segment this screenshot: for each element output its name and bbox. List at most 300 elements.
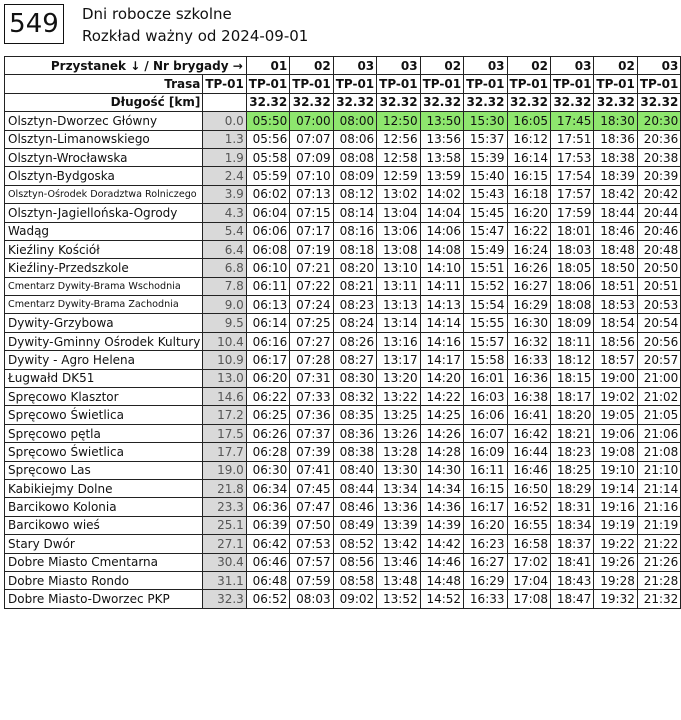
departure-time: 18:51	[594, 277, 637, 295]
departure-time: 07:00	[290, 112, 333, 130]
departure-time: 19:32	[594, 590, 637, 608]
stop-km: 1.3	[203, 130, 246, 148]
departure-time: 21:28	[637, 571, 680, 589]
brigade-number: 01	[246, 57, 289, 75]
departure-time: 13:39	[377, 516, 420, 534]
departure-time: 15:39	[464, 148, 507, 166]
departure-time: 08:16	[333, 222, 376, 240]
stop-name: Olsztyn-Jagiellońska-Ogrody	[5, 204, 203, 222]
departure-time: 16:23	[464, 535, 507, 553]
departure-time: 12:56	[377, 130, 420, 148]
departure-time: 19:28	[594, 571, 637, 589]
departure-time: 19:16	[594, 498, 637, 516]
departure-time: 07:33	[290, 388, 333, 406]
departure-time: 16:12	[507, 130, 550, 148]
departure-time: 13:13	[377, 296, 420, 314]
stop-name: Spręcowo Świetlica	[5, 443, 203, 461]
stop-name: Olsztyn-Wrocławska	[5, 148, 203, 166]
stop-km: 30.4	[203, 553, 246, 571]
departure-time: 15:54	[464, 296, 507, 314]
departure-time: 18:38	[594, 148, 637, 166]
departure-time: 18:43	[550, 571, 593, 589]
departure-time: 15:55	[464, 314, 507, 332]
stop-name: Cmentarz Dywity-Brama Zachodnia	[5, 296, 203, 314]
departure-time: 08:40	[333, 461, 376, 479]
stop-name: Wadąg	[5, 222, 203, 240]
departure-time: 14:11	[420, 277, 463, 295]
departure-time: 14:16	[420, 332, 463, 350]
table-row	[5, 314, 681, 332]
departure-time: 14:26	[420, 424, 463, 442]
departure-time: 07:45	[290, 479, 333, 497]
stop-km: 17.7	[203, 443, 246, 461]
stop-km: 6.4	[203, 240, 246, 258]
table-row	[5, 148, 681, 166]
departure-time: 07:50	[290, 516, 333, 534]
stop-km: 21.8	[203, 479, 246, 497]
table-row	[5, 553, 681, 571]
departure-time: 16:33	[464, 590, 507, 608]
departure-time: 16:05	[507, 112, 550, 130]
trasa-label: Trasa	[5, 75, 203, 93]
departure-time: 19:26	[594, 553, 637, 571]
departure-time: 20:30	[637, 112, 680, 130]
departure-time: 16:38	[507, 388, 550, 406]
departure-time: 07:27	[290, 332, 333, 350]
departure-time: 18:34	[550, 516, 593, 534]
departure-time: 21:06	[637, 424, 680, 442]
departure-time: 15:40	[464, 167, 507, 185]
trasa-first: TP-01	[203, 75, 246, 93]
departure-time: 14:48	[420, 571, 463, 589]
departure-time: 13:48	[377, 571, 420, 589]
departure-time: 13:46	[377, 553, 420, 571]
table-row	[5, 277, 681, 295]
departure-time: 07:21	[290, 259, 333, 277]
route-length: 32.32	[333, 93, 376, 111]
table-row	[5, 167, 681, 185]
departure-time: 13:50	[420, 112, 463, 130]
departure-time: 16:18	[507, 185, 550, 203]
stop-name: Olsztyn-Ośrodek Doradztwa Rolniczego	[5, 185, 203, 203]
departure-time: 18:09	[550, 314, 593, 332]
departure-time: 19:22	[594, 535, 637, 553]
departure-time: 21:32	[637, 590, 680, 608]
stop-km: 27.1	[203, 535, 246, 553]
stop-name: Dywity-Grzybowa	[5, 314, 203, 332]
departure-time: 15:45	[464, 204, 507, 222]
departure-time: 20:48	[637, 240, 680, 258]
departure-time: 16:17	[464, 498, 507, 516]
departure-time: 08:58	[333, 571, 376, 589]
departure-time: 14:30	[420, 461, 463, 479]
stop-km: 3.9	[203, 185, 246, 203]
table-row	[5, 296, 681, 314]
departure-time: 17:59	[550, 204, 593, 222]
departure-time: 07:17	[290, 222, 333, 240]
departure-time: 14:25	[420, 406, 463, 424]
table-row	[5, 259, 681, 277]
table-row	[5, 369, 681, 387]
stop-km: 13.0	[203, 369, 246, 387]
departure-time: 15:30	[464, 112, 507, 130]
departure-time: 19:14	[594, 479, 637, 497]
departure-time: 06:06	[246, 222, 289, 240]
departure-time: 16:30	[507, 314, 550, 332]
departure-time: 19:06	[594, 424, 637, 442]
route-length: 32.32	[637, 93, 680, 111]
departure-time: 06:28	[246, 443, 289, 461]
departure-time: 18:48	[594, 240, 637, 258]
departure-time: 14:22	[420, 388, 463, 406]
stop-km: 17.2	[203, 406, 246, 424]
departure-time: 08:56	[333, 553, 376, 571]
departure-time: 21:08	[637, 443, 680, 461]
departure-time: 08:44	[333, 479, 376, 497]
stop-km: 6.8	[203, 259, 246, 277]
brigade-number: 02	[594, 57, 637, 75]
table-row	[5, 461, 681, 479]
departure-time: 14:28	[420, 443, 463, 461]
header-row-brigades	[5, 57, 681, 75]
route-length: 32.32	[594, 93, 637, 111]
departure-time: 12:58	[377, 148, 420, 166]
departure-time: 06:13	[246, 296, 289, 314]
departure-time: 17:54	[550, 167, 593, 185]
departure-time: 18:01	[550, 222, 593, 240]
stop-km: 23.3	[203, 498, 246, 516]
departure-time: 05:59	[246, 167, 289, 185]
departure-time: 07:36	[290, 406, 333, 424]
departure-time: 13:11	[377, 277, 420, 295]
stop-name: Olsztyn-Limanowskiego	[5, 130, 203, 148]
stop-km: 0.0	[203, 112, 246, 130]
departure-time: 16:01	[464, 369, 507, 387]
departure-time: 16:33	[507, 351, 550, 369]
departure-time: 16:27	[464, 553, 507, 571]
brigade-number: 03	[377, 57, 420, 75]
departure-time: 14:06	[420, 222, 463, 240]
departure-time: 07:19	[290, 240, 333, 258]
departure-time: 21:05	[637, 406, 680, 424]
departure-time: 18:36	[594, 130, 637, 148]
departure-time: 20:53	[637, 296, 680, 314]
departure-time: 13:16	[377, 332, 420, 350]
departure-time: 16:22	[507, 222, 550, 240]
departure-time: 16:20	[507, 204, 550, 222]
table-row	[5, 388, 681, 406]
departure-time: 08:06	[333, 130, 376, 148]
departure-time: 20:54	[637, 314, 680, 332]
departure-time: 06:11	[246, 277, 289, 295]
validity-date: Rozkład ważny od 2024-09-01	[82, 27, 309, 45]
departure-time: 06:25	[246, 406, 289, 424]
table-row	[5, 240, 681, 258]
departure-time: 16:41	[507, 406, 550, 424]
departure-time: 14:17	[420, 351, 463, 369]
departure-time: 14:20	[420, 369, 463, 387]
departure-time: 18:57	[594, 351, 637, 369]
departure-time: 12:59	[377, 167, 420, 185]
departure-time: 20:51	[637, 277, 680, 295]
departure-time: 07:07	[290, 130, 333, 148]
departure-time: 07:41	[290, 461, 333, 479]
departure-time: 15:58	[464, 351, 507, 369]
stop-name: Spręcowo pętla	[5, 424, 203, 442]
departure-time: 08:38	[333, 443, 376, 461]
departure-time: 19:02	[594, 388, 637, 406]
departure-time: 17:02	[507, 553, 550, 571]
brigade-number: 03	[464, 57, 507, 75]
departure-time: 08:03	[290, 590, 333, 608]
departure-time: 18:56	[594, 332, 637, 350]
stop-km: 17.5	[203, 424, 246, 442]
stop-name: Barcikowo wieś	[5, 516, 203, 534]
trasa-code: TP-01	[464, 75, 507, 93]
departure-time: 21:26	[637, 553, 680, 571]
departure-time: 16:15	[507, 167, 550, 185]
departure-time: 07:24	[290, 296, 333, 314]
departure-time: 17:57	[550, 185, 593, 203]
departure-time: 16:42	[507, 424, 550, 442]
departure-time: 07:57	[290, 553, 333, 571]
departure-time: 14:46	[420, 553, 463, 571]
table-row	[5, 498, 681, 516]
departure-time: 18:17	[550, 388, 593, 406]
departure-time: 08:00	[333, 112, 376, 130]
departure-time: 13:20	[377, 369, 420, 387]
departure-time: 18:12	[550, 351, 593, 369]
brigade-number: 03	[637, 57, 680, 75]
departure-time: 18:11	[550, 332, 593, 350]
stop-name: Barcikowo Kolonia	[5, 498, 203, 516]
departure-time: 13:56	[420, 130, 463, 148]
stop-name: Kabikiejmy Dolne	[5, 479, 203, 497]
departure-time: 06:39	[246, 516, 289, 534]
departure-time: 18:06	[550, 277, 593, 295]
departure-time: 05:58	[246, 148, 289, 166]
stop-km: 14.6	[203, 388, 246, 406]
departure-time: 20:56	[637, 332, 680, 350]
departure-time: 06:04	[246, 204, 289, 222]
trasa-code: TP-01	[377, 75, 420, 93]
departure-time: 08:21	[333, 277, 376, 295]
header-row-trasa	[5, 75, 681, 93]
departure-time: 14:34	[420, 479, 463, 497]
departure-time: 21:10	[637, 461, 680, 479]
stop-km: 4.3	[203, 204, 246, 222]
departure-time: 16:26	[507, 259, 550, 277]
trasa-code: TP-01	[637, 75, 680, 93]
stop-km: 25.1	[203, 516, 246, 534]
departure-time: 13:28	[377, 443, 420, 461]
departure-time: 14:14	[420, 314, 463, 332]
stop-name: Kieźliny Kościół	[5, 240, 203, 258]
departure-time: 08:52	[333, 535, 376, 553]
trasa-code: TP-01	[290, 75, 333, 93]
departure-time: 18:31	[550, 498, 593, 516]
departure-time: 14:52	[420, 590, 463, 608]
departure-time: 09:02	[333, 590, 376, 608]
departure-time: 13:10	[377, 259, 420, 277]
brigade-number: 02	[507, 57, 550, 75]
departure-time: 07:28	[290, 351, 333, 369]
route-length: 32.32	[246, 93, 289, 111]
departure-time: 15:49	[464, 240, 507, 258]
departure-time: 14:08	[420, 240, 463, 258]
departure-time: 08:20	[333, 259, 376, 277]
departure-time: 18:29	[550, 479, 593, 497]
departure-time: 20:57	[637, 351, 680, 369]
departure-time: 16:58	[507, 535, 550, 553]
departure-time: 08:32	[333, 388, 376, 406]
departure-time: 13:36	[377, 498, 420, 516]
departure-time: 14:02	[420, 185, 463, 203]
departure-time: 08:18	[333, 240, 376, 258]
stop-km: 19.0	[203, 461, 246, 479]
stop-km: 9.5	[203, 314, 246, 332]
stop-km: 10.9	[203, 351, 246, 369]
departure-time: 21:22	[637, 535, 680, 553]
departure-time: 16:27	[507, 277, 550, 295]
departure-time: 19:08	[594, 443, 637, 461]
departure-time: 21:19	[637, 516, 680, 534]
departure-time: 08:26	[333, 332, 376, 350]
length-label: Długość [km]	[5, 93, 203, 111]
departure-time: 16:29	[507, 296, 550, 314]
table-row	[5, 185, 681, 203]
departure-time: 18:25	[550, 461, 593, 479]
stop-name: Dobre Miasto Rondo	[5, 571, 203, 589]
departure-time: 06:16	[246, 332, 289, 350]
departure-time: 18:50	[594, 259, 637, 277]
service-days: Dni robocze szkolne	[82, 5, 232, 23]
table-row	[5, 424, 681, 442]
departure-time: 13:22	[377, 388, 420, 406]
departure-time: 16:20	[464, 516, 507, 534]
departure-time: 15:51	[464, 259, 507, 277]
route-length: 32.32	[420, 93, 463, 111]
route-length: 32.32	[290, 93, 333, 111]
departure-time: 16:11	[464, 461, 507, 479]
route-length: 32.32	[464, 93, 507, 111]
departure-time: 12:50	[377, 112, 420, 130]
departure-time: 21:00	[637, 369, 680, 387]
stop-name: Stary Dwór	[5, 535, 203, 553]
brigade-number: 02	[420, 57, 463, 75]
departure-time: 16:03	[464, 388, 507, 406]
departure-time: 15:52	[464, 277, 507, 295]
departure-time: 08:35	[333, 406, 376, 424]
stop-column-header: Przystanek ↓ / Nr brygady →	[5, 57, 247, 75]
departure-time: 08:12	[333, 185, 376, 203]
departure-time: 18:53	[594, 296, 637, 314]
departure-time: 08:46	[333, 498, 376, 516]
departure-time: 15:47	[464, 222, 507, 240]
departure-time: 08:14	[333, 204, 376, 222]
departure-time: 16:07	[464, 424, 507, 442]
departure-time: 20:44	[637, 204, 680, 222]
departure-time: 14:42	[420, 535, 463, 553]
table-row	[5, 112, 681, 130]
departure-time: 18:03	[550, 240, 593, 258]
stop-km: 5.4	[203, 222, 246, 240]
departure-time: 18:47	[550, 590, 593, 608]
departure-time: 18:08	[550, 296, 593, 314]
departure-time: 13:30	[377, 461, 420, 479]
table-row	[5, 590, 681, 608]
departure-time: 13:17	[377, 351, 420, 369]
trasa-code: TP-01	[246, 75, 289, 93]
departure-time: 05:50	[246, 112, 289, 130]
table-row	[5, 332, 681, 350]
departure-time: 05:56	[246, 130, 289, 148]
departure-time: 19:00	[594, 369, 637, 387]
table-row	[5, 571, 681, 589]
departure-time: 08:09	[333, 167, 376, 185]
table-row	[5, 406, 681, 424]
departure-time: 16:50	[507, 479, 550, 497]
departure-time: 16:09	[464, 443, 507, 461]
departure-time: 13:42	[377, 535, 420, 553]
departure-time: 06:42	[246, 535, 289, 553]
departure-time: 07:15	[290, 204, 333, 222]
table-row	[5, 130, 681, 148]
route-length: 32.32	[377, 93, 420, 111]
departure-time: 18:15	[550, 369, 593, 387]
departure-time: 06:34	[246, 479, 289, 497]
stop-km: 7.8	[203, 277, 246, 295]
departure-time: 06:08	[246, 240, 289, 258]
departure-time: 13:06	[377, 222, 420, 240]
departure-time: 13:14	[377, 314, 420, 332]
departure-time: 06:52	[246, 590, 289, 608]
table-row	[5, 516, 681, 534]
departure-time: 07:09	[290, 148, 333, 166]
departure-time: 16:29	[464, 571, 507, 589]
departure-time: 06:36	[246, 498, 289, 516]
stop-km: 9.0	[203, 296, 246, 314]
departure-time: 15:57	[464, 332, 507, 350]
departure-time: 16:24	[507, 240, 550, 258]
departure-time: 16:44	[507, 443, 550, 461]
departure-time: 13:04	[377, 204, 420, 222]
departure-time: 18:30	[594, 112, 637, 130]
departure-time: 14:10	[420, 259, 463, 277]
departure-time: 06:48	[246, 571, 289, 589]
stop-name: Spręcowo Świetlica	[5, 406, 203, 424]
departure-time: 13:25	[377, 406, 420, 424]
departure-time: 21:02	[637, 388, 680, 406]
departure-time: 07:59	[290, 571, 333, 589]
departure-time: 20:46	[637, 222, 680, 240]
table-row	[5, 443, 681, 461]
departure-time: 18:41	[550, 553, 593, 571]
departure-time: 17:51	[550, 130, 593, 148]
stop-name: Spręcowo Klasztor	[5, 388, 203, 406]
departure-time: 19:10	[594, 461, 637, 479]
stop-name: Dobre Miasto-Dworzec PKP	[5, 590, 203, 608]
departure-time: 18:37	[550, 535, 593, 553]
departure-time: 07:47	[290, 498, 333, 516]
departure-time: 18:05	[550, 259, 593, 277]
departure-time: 13:52	[377, 590, 420, 608]
stop-name: Olsztyn-Bydgoska	[5, 167, 203, 185]
table-row	[5, 479, 681, 497]
departure-time: 14:04	[420, 204, 463, 222]
departure-time: 20:50	[637, 259, 680, 277]
departure-time: 17:45	[550, 112, 593, 130]
